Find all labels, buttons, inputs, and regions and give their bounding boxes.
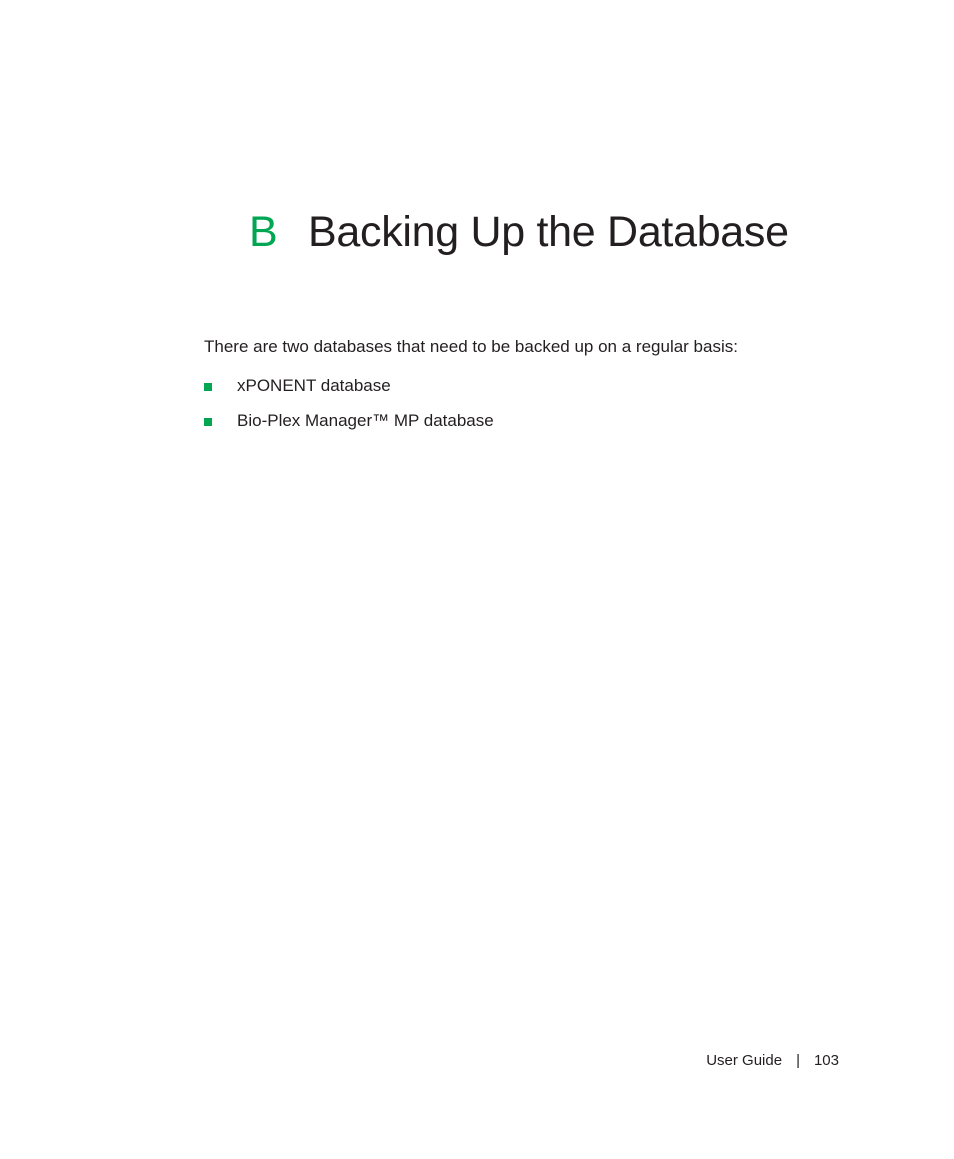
square-bullet-icon bbox=[204, 383, 212, 391]
chapter-heading bbox=[249, 208, 789, 257]
page-title: Backing Up the Database bbox=[308, 208, 789, 256]
list-item-text: xPONENT database bbox=[237, 376, 391, 395]
list-item-text: Bio-Plex Manager™ MP database bbox=[237, 411, 494, 430]
bullet-list bbox=[204, 375, 494, 445]
intro-paragraph: There are two databases that need to be backed up on a regular basis: bbox=[204, 337, 738, 356]
chapter-letter: B bbox=[249, 208, 278, 256]
list-item bbox=[204, 375, 494, 397]
list-item bbox=[204, 410, 494, 432]
square-bullet-icon bbox=[204, 418, 212, 426]
footer-guide-label: User Guide bbox=[706, 1052, 783, 1069]
footer-separator: | bbox=[796, 1052, 800, 1069]
page-number: 103 bbox=[813, 1052, 839, 1069]
page-footer bbox=[706, 1051, 839, 1071]
